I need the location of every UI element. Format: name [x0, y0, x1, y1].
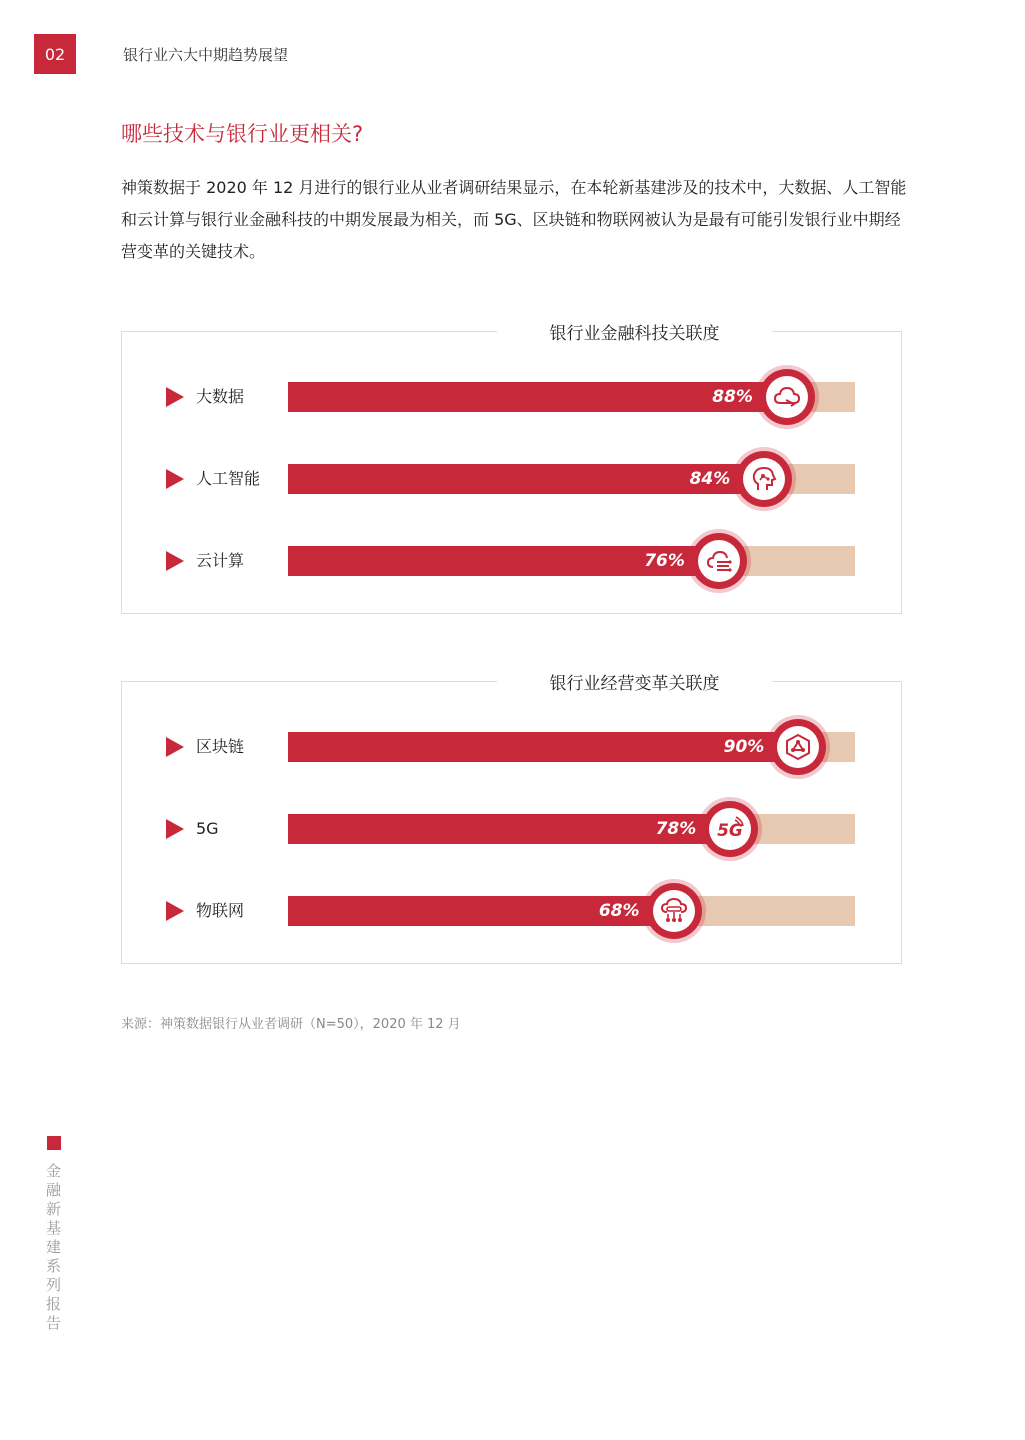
iot-icon — [646, 883, 702, 939]
category-label: 5G — [196, 819, 219, 838]
chart-row — [122, 881, 903, 941]
data-label: 88% — [712, 387, 753, 407]
cloud-icon — [759, 369, 815, 425]
chart-panel-operations — [121, 673, 902, 964]
chart-title: 银行业经营变革关联度 — [497, 666, 772, 696]
category-label: 物联网 — [196, 901, 245, 920]
chart-title: 银行业金融科技关联度 — [497, 316, 772, 346]
category-label: 人工智能 — [196, 469, 261, 488]
data-label: 78% — [655, 819, 697, 839]
category-label: 大数据 — [196, 387, 245, 406]
data-label: 84% — [689, 469, 731, 489]
play-arrow-icon — [166, 737, 184, 757]
chart-panel-fintech — [121, 323, 902, 614]
category-label: 云计算 — [196, 551, 245, 570]
chart-row — [122, 449, 903, 509]
page-number: 02 — [34, 34, 76, 74]
data-label: 90% — [723, 737, 765, 757]
ai-head-icon — [736, 451, 792, 507]
chart-row — [122, 799, 903, 859]
play-arrow-icon — [166, 901, 184, 921]
play-arrow-icon — [166, 469, 184, 489]
source-note: 来源：神策数据银行从业者调研（N=50），2020 年 12 月 — [121, 1017, 461, 1032]
intro-paragraph: 神策数据于 2020 年 12 月进行的银行业从业者调研结果显示，在本轮新基建涉及的技术中，大数据、人工智能和云计算与银行业金融科技的中期发展最为相关，而 5G、区块链和物联网被认为是最有可能引发银行业中期经营变革的关键技术。 — [121, 178, 907, 261]
category-label: 区块链 — [196, 737, 245, 756]
chart-row — [122, 717, 903, 777]
play-arrow-icon — [166, 819, 184, 839]
5g-icon — [702, 801, 758, 857]
sidebar-marker — [47, 1136, 61, 1150]
blockchain-icon — [770, 719, 826, 775]
bar-track — [288, 814, 855, 844]
play-arrow-icon — [166, 387, 184, 407]
data-label: 76% — [644, 551, 685, 571]
chart-row — [122, 531, 903, 591]
chart-row — [122, 367, 903, 427]
bar — [288, 732, 798, 762]
data-label: 68% — [598, 901, 640, 921]
play-arrow-icon — [166, 551, 184, 571]
bar-track — [288, 546, 855, 576]
sidebar-series-label: 金融新基建系列报告 — [46, 1162, 62, 1332]
section-heading: 哪些技术与银行业更相关? — [121, 122, 364, 146]
cloud-computing-icon — [691, 533, 747, 589]
header-title: 银行业六大中期趋势展望 — [123, 46, 289, 64]
svg-text:5G: 5G — [717, 821, 744, 841]
bar-track — [288, 896, 855, 926]
